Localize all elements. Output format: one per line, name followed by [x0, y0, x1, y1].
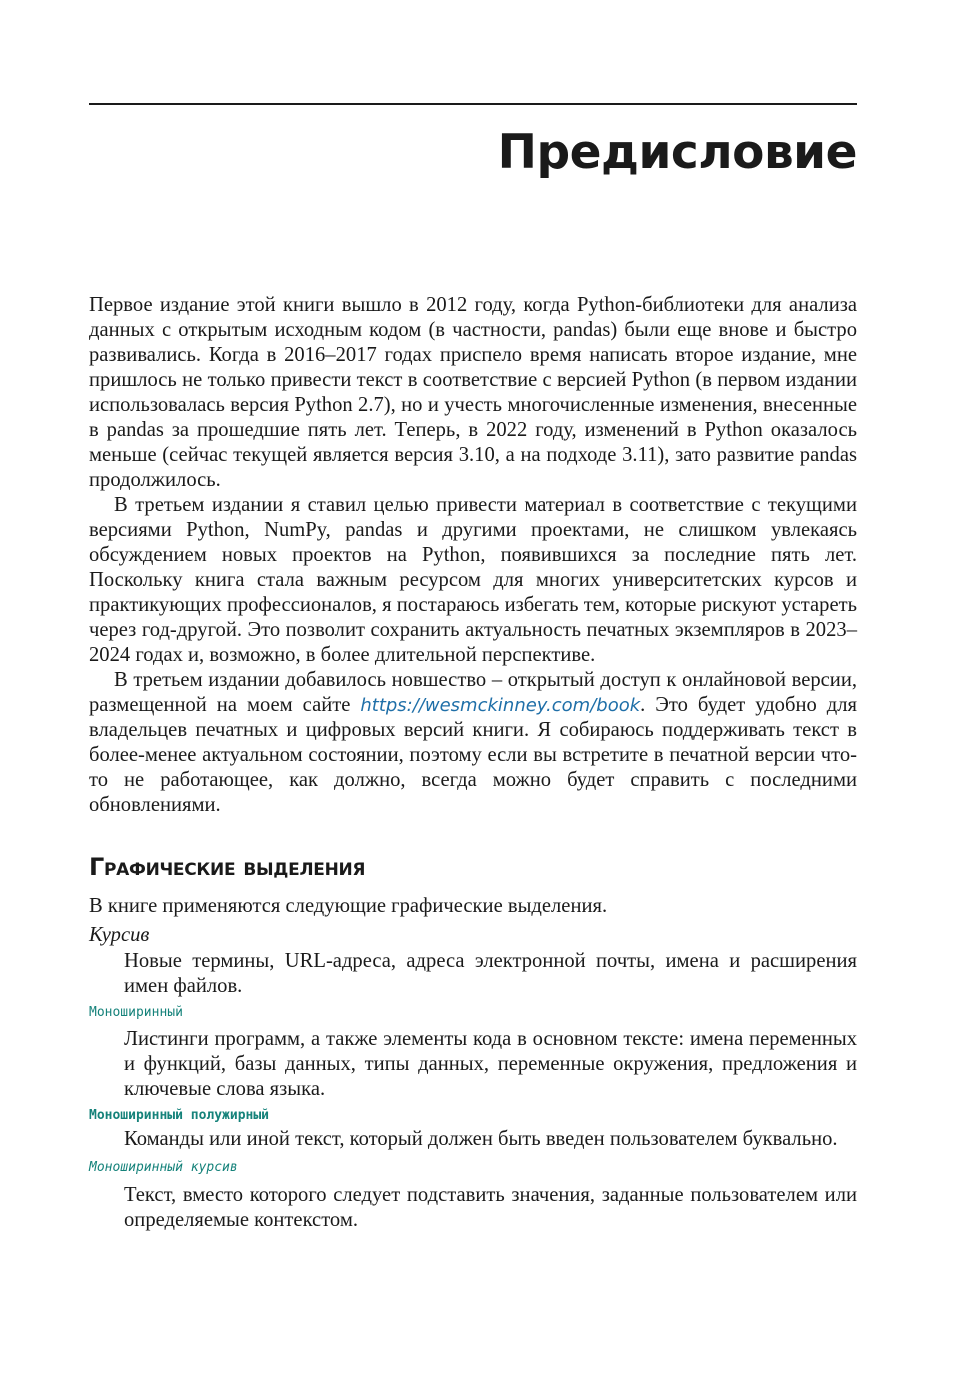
convention-term-monospace-bold: Моноширинный полужирный: [89, 1108, 270, 1123]
conventions-heading: Графические выделения: [89, 853, 366, 881]
paragraph-online-version: [89, 668, 857, 818]
website-link[interactable]: https://wesmckinney.com/book: [360, 695, 641, 716]
convention-term-monospace: Моноширинный: [89, 1005, 183, 1020]
convention-term-monospace-italic: Моноширинный курсив: [89, 1160, 238, 1175]
paragraph-online-version-text-after: . Это будет удобно для владельцев печатных и цифровых версий книги. Я собираюсь поддерживать текст в более-менее актуальном состоянии, поэтому если вы встретите в печатной версии что-то не работающее, как должно, всегда можно будет справить с последними обновлениями.: [89, 694, 857, 816]
chapter-title: Предисловие: [497, 125, 857, 180]
top-rule-divider: [89, 103, 857, 105]
convention-description-italic: Новые термины, URL-адреса, адреса электронной почты, имена и расширения имен файлов.: [124, 950, 857, 997]
convention-description-monospace: Листинги программ, а также элементы кода в основном тексте: имена переменных и функций, базы данных, типы данных, переменные окружения, предложения и ключевые слова языка.: [124, 1028, 857, 1100]
convention-term-italic: Курсив: [89, 924, 150, 946]
convention-description-monospace-italic: Текст, вместо которого следует подставить значения, заданные пользователем или определяемые контекстом.: [124, 1184, 857, 1231]
conventions-intro: В книге применяются следующие графические выделения.: [89, 895, 608, 917]
convention-description-monospace-bold: Команды или иной текст, который должен быть введен пользователем буквально.: [124, 1128, 838, 1150]
body-text: [89, 293, 857, 818]
paragraph-online-version-text-before: В третьем издании добавилось новшество – открытый доступ к онлайновой версии, размещенной на моем сайте: [89, 669, 857, 716]
paragraph-third-edition: В третьем издании я ставил целью привести материал в соответствие с текущими версиями Python, NumPy, pandas и другими проектами, не слишком увлекаясь обсуждением новых проектов на Python, появившихся за последние пять лет. Поскольку книга стала важным ресурсом для многих университетских курсов и практикующих профессионалов, я постараюсь избегать тем, которые рискуют устареть через год-другой. Это позволит сохранить актуальность печатных экземпляров в 2023–2024 годах и, возможно, в более длительной перспективе.: [89, 494, 857, 666]
conventions-list: [89, 921, 857, 1233]
paragraph-first-edition: Первое издание этой книги вышло в 2012 году, когда Python-библиотеки для анализа данных с открытым исходным кодом (в частности, pandas) были еще внове и быстро развивались. Когда в 2016–2017 годах приспело время написать второе издание, мне пришлось не только привести текст в соответствие с версией Python (в первом издании использовалась версия Python 2.7), но и учесть многочисленные изменения, внесенные в pandas за прошедшие пять лет. Теперь, в 2022 году, изменений в Python оказалось меньше (сейчас текущей является версия 3.10, а на подходе 3.11), зато развитие pandas продолжилось.: [89, 294, 857, 491]
conventions-section: [89, 846, 857, 1233]
